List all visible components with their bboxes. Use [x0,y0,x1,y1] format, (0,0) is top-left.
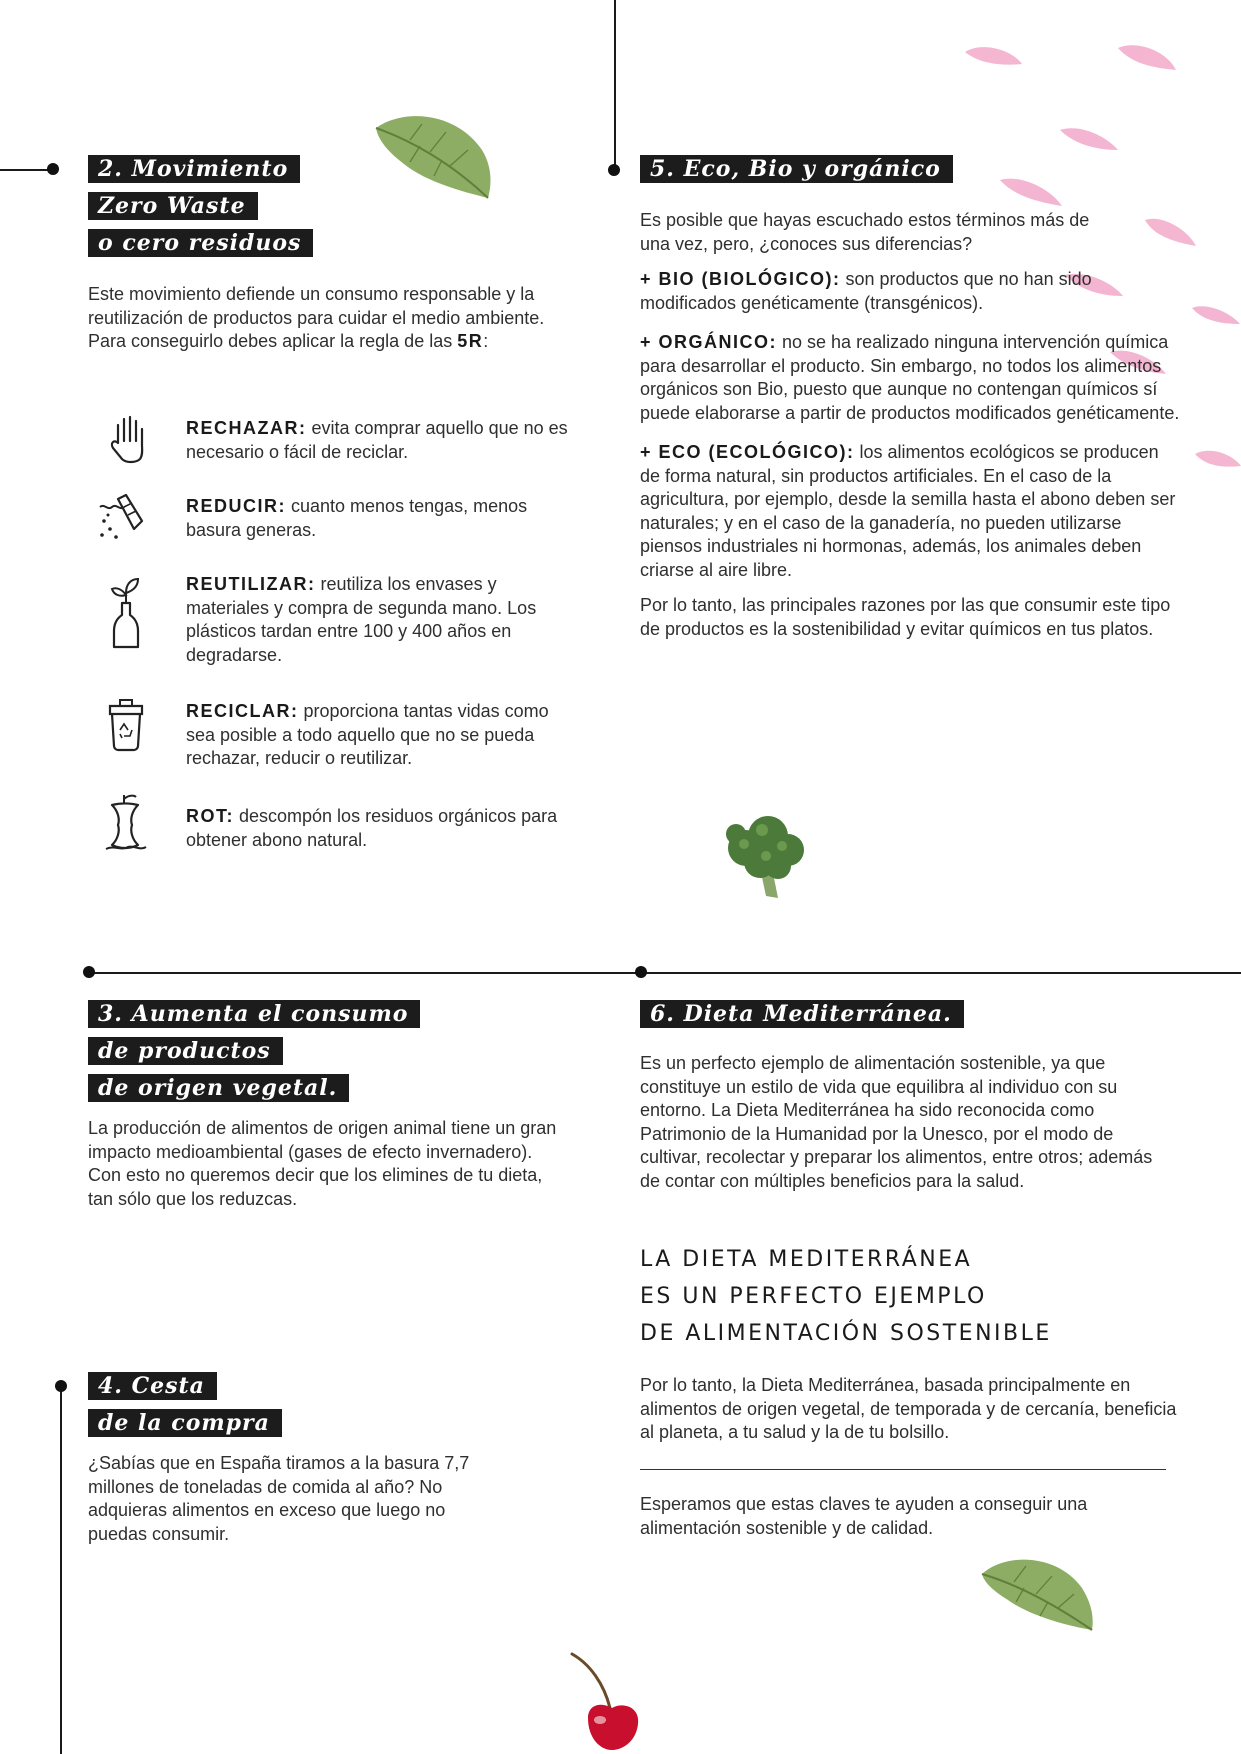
recycle-bin-icon [102,694,152,754]
hand-stop-icon [104,413,154,467]
guide-dot-section6 [635,966,647,978]
rule-desc: cuanto menos tengas, menos basura generas. [186,496,528,540]
rule-term: RECICLAR: [186,701,299,721]
section2-heading-line: 2. Movimiento [88,155,300,183]
guide-dot-section5 [608,164,620,176]
petal [1195,451,1241,467]
rule-desc: proporciona tantas vidas como sea posible a todo aquello que no se pueda rechazar, reducir o reutilizar. [186,701,549,768]
section6-body: Es un perfecto ejemplo de alimentación sostenible, ya que constituye un estilo de vida que equilibra al individuo con su entorno. La Dieta Mediterránea ha sido reconocida como Patrimonio de la Humanidad por la Unesco, por el modo de cultivar, recolectar y preparar los alimentos, entre otros; además de contar con múltiples beneficios para la salud. [640,1053,1153,1191]
leaf-illustration-bottom [978,1548,1100,1634]
section6-quote [640,1241,1180,1352]
item-desc: no se ha realizado ninguna intervención química para desarrollar el producto. Sin embargo, no todos los alimentos orgánicos son Bio, puesto que aunque no contengan químicos sí puede elaborarse a partir de productos modificados genéticamente. [640,332,1180,423]
petal [1000,179,1062,206]
rule-term: REUTILIZAR: [186,574,316,594]
section6-heading [640,1000,964,1028]
leaf-illustration-top [370,106,498,202]
rule-term: ROT: [186,806,234,826]
rule-desc: descompón los residuos orgánicos para obtener abono natural. [186,806,558,850]
section6-heading-line: 6. Dieta Mediterránea. [640,1000,964,1028]
section2-intro-end: : [483,331,489,351]
petal [1192,306,1240,324]
petal [1060,128,1118,150]
section5-closing: Por lo tanto, las principales razones por las que consumir este tipo de productos es la sostenibilidad y evitar químicos en tus platos. [640,595,1171,639]
section5-heading [640,155,953,183]
item-desc: los alimentos ecológicos se producen de forma natural, sin productos artificiales. En el caso de la agricultura, por ejemplo, desde la semilla hasta el abono deben ser naturales; y en el caso de la ganadería, no pueden utilizarse piensos industriales ni hormonas, además, los animales deben criarse al aire libre. [640,442,1176,580]
section2-heading-row3 [88,229,313,257]
section5-item-eco [640,441,1180,582]
item-term: + ORGÁNICO: [640,332,778,352]
section3-body: La producción de alimentos de origen animal tiene un gran impacto medioambiental (gases de efecto invernadero). Con esto no queremos decir que los elimines de tu dieta, tan sólo que los reduzcas. [88,1118,557,1209]
section5-intro: Es posible que hayas escuchado estos términos más de una vez, pero, ¿conoces sus diferencias? [640,210,1090,254]
rule-term: REDUCIR: [186,496,286,516]
section4-heading-line: 4. Cesta [88,1372,217,1400]
section6-conclusion: Por lo tanto, la Dieta Mediterránea, basada principalmente en alimentos de origen vegetal, de temporada y de cercanía, beneficia al planeta, a tu salud y la de tu bolsillo. [640,1375,1177,1442]
guide-dot-section2 [47,163,59,175]
section2-intro [88,283,568,354]
rule-text [186,573,576,667]
section5-item-organico [640,331,1180,425]
petal [965,47,1022,65]
guide-line-middle [88,972,1241,974]
quote-line: DE ALIMENTACIÓN SOSTENIBLE [640,1321,1052,1346]
apple-core-icon [100,791,150,855]
guide-line-top-center [614,0,616,166]
section4-heading-row2 [88,1409,282,1437]
section2-intro-bold: 5R [457,331,484,351]
section5-heading-line: 5. Eco, Bio y orgánico [640,155,953,183]
section5-item-bio [640,268,1180,315]
quote-line: LA DIETA MEDITERRÁNEA [640,1247,973,1272]
bottle-sprout-icon [102,573,152,653]
rule-term: RECHAZAR: [186,418,307,438]
section6-farewell: Esperamos que estas claves te ayuden a conseguir una alimentación sostenible y de calidad. [640,1494,1088,1538]
section3-heading-line: de origen vegetal. [88,1074,349,1102]
guide-dot-section4 [55,1380,67,1392]
section2-heading-line: o cero residuos [88,229,313,257]
section4-heading-line: de la compra [88,1409,282,1437]
section3-heading [88,1000,420,1028]
section3-heading-row2 [88,1037,283,1065]
section2-heading-row2 [88,192,258,220]
section4-body: ¿Sabías que en España tiramos a la basura 7,7 millones de toneladas de comida al año? No adquieras alimentos en exceso que luego no puedas consumir. [88,1453,470,1544]
rule-text [186,495,576,542]
section3-heading-line: 3. Aumenta el consumo [88,1000,420,1028]
section2-heading-line: Zero Waste [88,192,258,220]
item-term: + ECO (ECOLÓGICO): [640,442,855,462]
rule-text [186,805,576,852]
cherry-illustration [566,1650,656,1754]
section6-divider [640,1469,1166,1470]
item-term: + BIO (BIOLÓGICO): [640,269,841,289]
section2-intro-text: Este movimiento defiende un consumo responsable y la reutilización de productos para cuidar el medio ambiente. Para conseguirlo debes aplicar la regla de las [88,284,545,351]
guide-line-bottom-left [60,1386,62,1754]
guide-dot-section3 [83,966,95,978]
quote-line: ES UN PERFECTO EJEMPLO [640,1284,987,1309]
rule-desc: evita comprar aquello que no es necesario o fácil de reciclar. [186,418,568,462]
section4-heading [88,1372,217,1400]
item-desc: son productos que no han sido modificados genéticamente (transgénicos). [640,269,1092,313]
petal [1118,45,1176,70]
section5-body [640,209,1180,653]
bottle-crush-icon [96,491,146,545]
section3-heading-line: de productos [88,1037,283,1065]
section2-heading [88,155,300,183]
rule-text [186,417,576,464]
section3-heading-row3 [88,1074,349,1102]
broccoli-illustration [716,808,812,904]
rule-text [186,700,576,771]
rule-desc: reutiliza los envases y materiales y compra de segunda mano. Los plásticos tardan entre 100 y 400 años en degradarse. [186,574,537,665]
